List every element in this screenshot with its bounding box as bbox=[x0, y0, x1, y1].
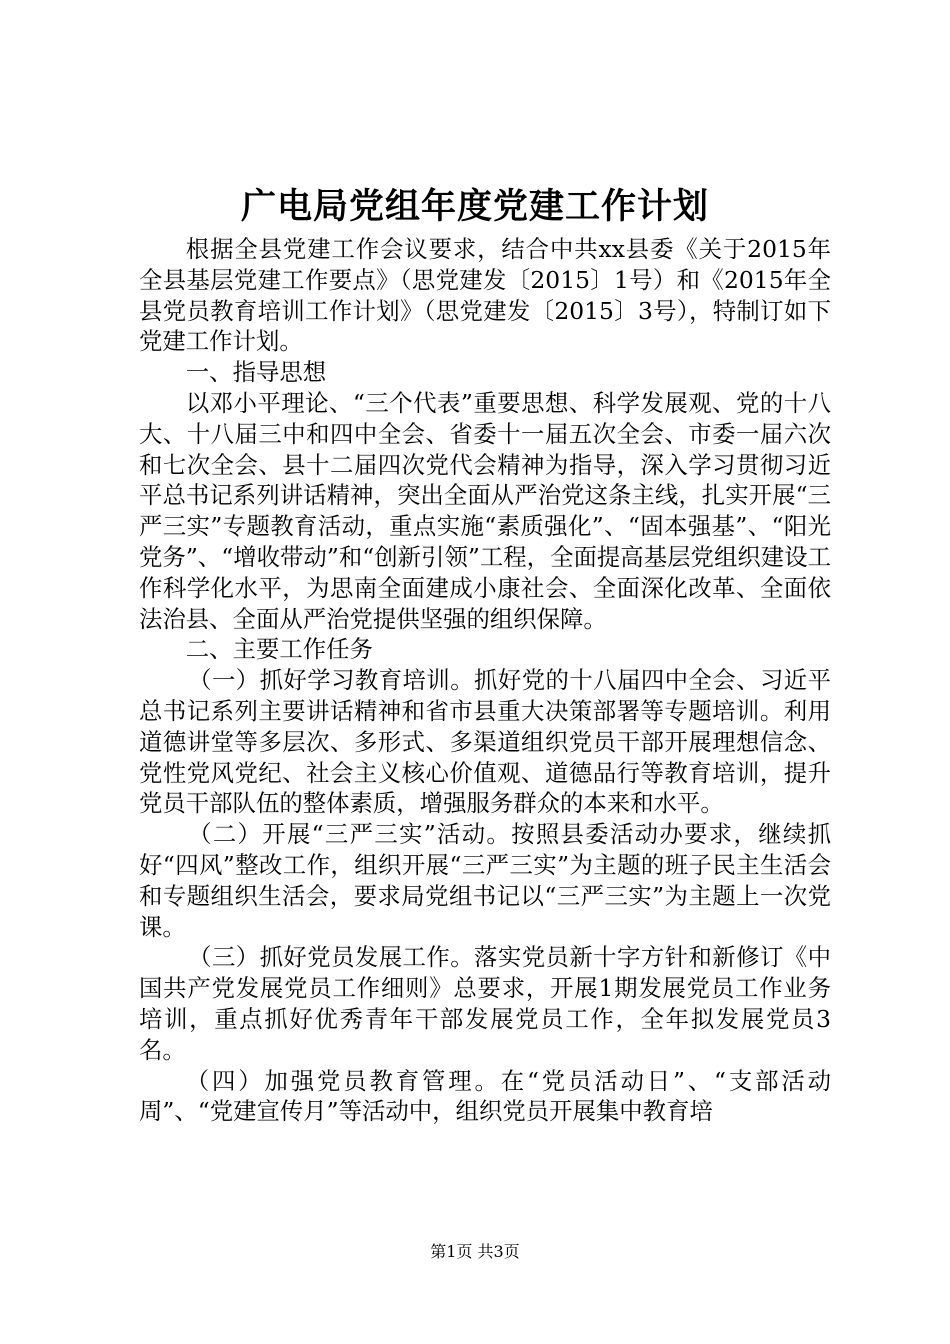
section-heading-main-tasks: 二、主要工作任务 bbox=[185, 635, 373, 664]
task-item-member-development: （三）抓好党员发展工作。落实党员新十字方针和新修订《中国共产党发展党员工作细则》总要求，开展1期发展党员工作业务培训，重点抓好优秀青年干部发展党员工作，全年拟发展党员3名。 bbox=[139, 943, 831, 1064]
section-heading-guiding-ideology: 一、指导思想 bbox=[185, 358, 327, 387]
task-item-member-education: （四）加强党员教育管理。在“党员活动日”、“支部活动周”、“党建宣传月”等活动中，组织党员开展集中教育培 bbox=[139, 1066, 831, 1126]
guiding-ideology-paragraph: 以邓小平理论、“三个代表”重要思想、科学发展观、党的十八大、十八届三中和四中全会、省委十一届五次全会、市委一届六次和七次全会、县十二届四次党代会精神为指导，深入学习贯彻习近平总书记系列讲话精神，突出全面从严治党这条主线，扎实开展“三严三实”专题教育活动，重点实施“素质强化”、“固本强基”、“阳光党务”、“增收带动”和“创新引领”工程，全面提高基层党组织建设工作科学化水平，为思南全面建成小康社会、全面深化改革、全面依法治县、全面从严治党提供坚强的组织保障。 bbox=[139, 388, 831, 633]
document-title: 广电局党组年度党建工作计划 bbox=[240, 187, 709, 227]
task-item-study-training: （一）抓好学习教育培训。抓好党的十八届四中全会、习近平总书记系列主要讲话精神和省市县重大决策部署等专题培训。利用道德讲堂等多层次、多形式、多渠道组织党员干部开展理想信念、党性党风党纪、社会主义核心价值观、道德品行等教育培训，提升党员干部队伍的整体素质，增强服务群众的本来和水平。 bbox=[139, 666, 831, 818]
document-body bbox=[139, 234, 831, 1127]
task-item-three-stricts: （二）开展“三严三实”活动。按照县委活动办要求，继续抓好“四风”整改工作，组织开展“三严三实”为主题的班子民主生活会和专题组织生活会，要求局党组书记以“三严三实”为主题上一次党课。 bbox=[139, 820, 831, 941]
page-number-footer: 第1页 共3页 bbox=[430, 1242, 520, 1261]
intro-paragraph: 根据全县党建工作会议要求，结合中共xx县委《关于2015年全县基层党建工作要点》（思党建发〔2015〕1号）和《2015年全县党员教育培训工作计划》（思党建发〔2015〕3号），特制订如下党建工作计划。 bbox=[139, 235, 831, 356]
